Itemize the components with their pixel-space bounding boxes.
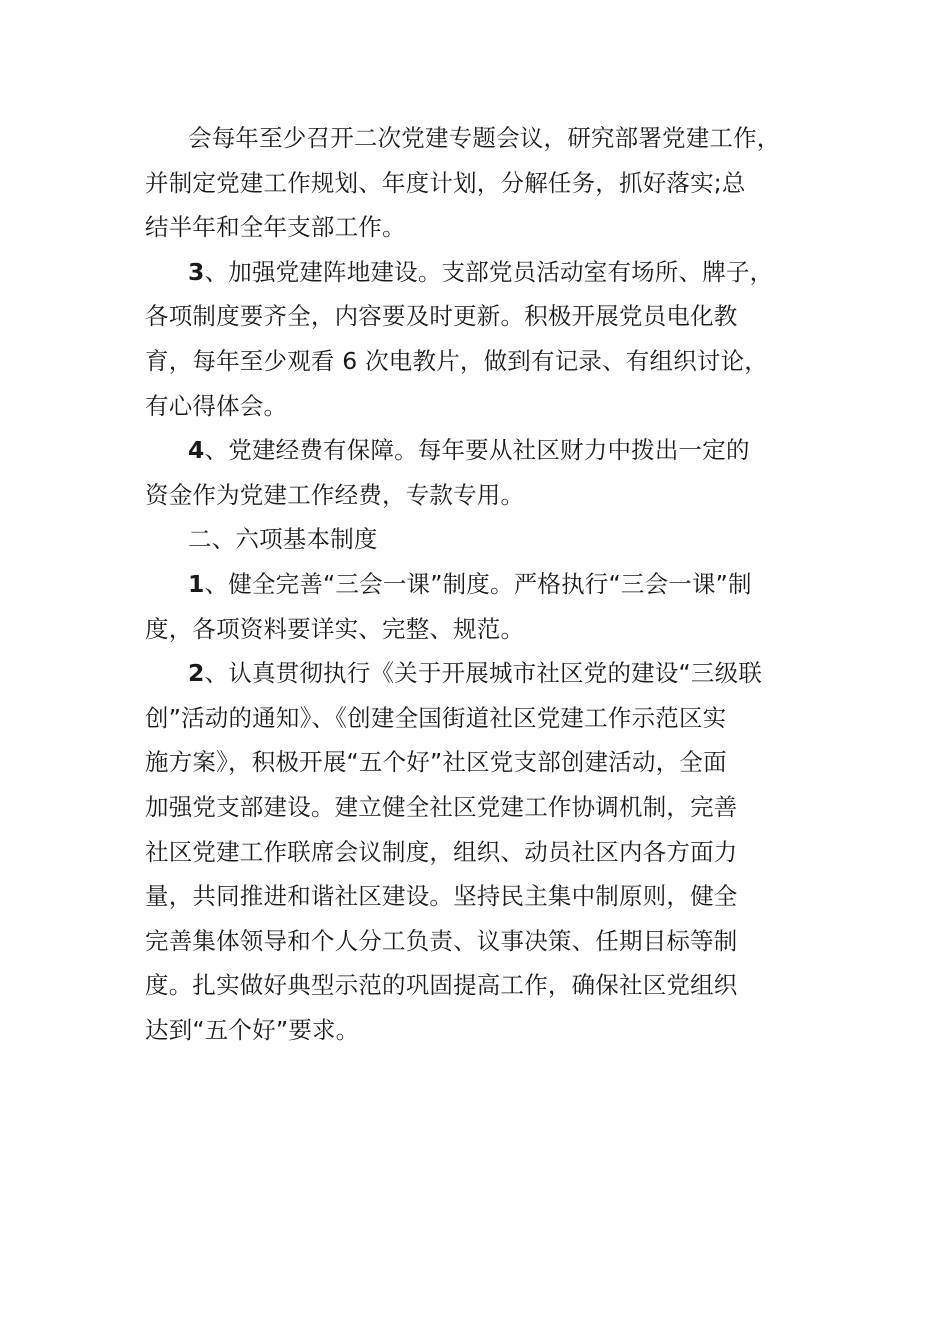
line-text: 施方案》，积极开展“五个好”社区党支部创建活动，全面 — [145, 748, 727, 777]
line-text: 、认真贯彻执行《关于开展城市社区党的建设“三级联 — [204, 659, 763, 688]
line-text: 二、六项基本制度 — [188, 525, 378, 554]
line-text: 、健全完善“三会一课”制度。严格执行“三会一课”制 — [204, 569, 752, 598]
line-text: 度。扎实做好典型示范的巩固提高工作，确保社区党组织 — [145, 971, 738, 1000]
line-text: 有心得体会。 — [145, 391, 288, 420]
text-line — [145, 740, 835, 785]
text-line — [145, 517, 835, 562]
text-line — [145, 607, 835, 652]
item-number: 3 — [188, 257, 205, 286]
item-number: 2 — [188, 659, 205, 688]
text-line — [145, 919, 835, 964]
item-number: 1 — [188, 569, 205, 598]
text-line — [145, 830, 835, 875]
text-line — [145, 428, 835, 473]
line-text: 量，共同推进和谐社区建设。坚持民主集中制原则，健全 — [145, 882, 738, 911]
text-line — [145, 161, 835, 206]
text-line — [145, 339, 835, 384]
line-text: 度，各项资料要详实、完整、规范。 — [145, 614, 525, 643]
text-line — [145, 963, 835, 1008]
text-line — [145, 205, 835, 250]
line-text: 加强党支部建设。建立健全社区党建工作协调机制，完善 — [145, 792, 738, 821]
document-body — [145, 116, 835, 1052]
line-text: 达到“五个好”要求。 — [145, 1015, 360, 1044]
text-line — [145, 562, 835, 607]
line-text: 并制定党建工作规划、年度计划，分解任务，抓好落实;总 — [145, 168, 746, 197]
text-line — [145, 384, 835, 429]
item-number: 4 — [188, 436, 205, 465]
line-text: 会每年至少召开二次党建专题会议，研究部署党建工作， — [188, 124, 781, 152]
line-text: 创”活动的通知》、《创建全国街道社区党建工作示范区实 — [145, 703, 727, 732]
text-line — [145, 250, 835, 295]
text-line — [145, 696, 835, 741]
line-text: 、党建经费有保障。每年要从社区财力中拨出一定的 — [204, 436, 750, 465]
text-line — [145, 473, 835, 518]
line-text: 社区党建工作联席会议制度，组织、动员社区内各方面力 — [145, 837, 738, 866]
line-text: 各项制度要齐全，内容要及时更新。积极开展党员电化教 — [145, 302, 738, 331]
text-line — [145, 651, 835, 696]
text-line — [145, 294, 835, 339]
line-text: 资金作为党建工作经费，专款专用。 — [145, 480, 525, 509]
text-line — [145, 116, 835, 161]
text-line — [145, 874, 835, 919]
line-text: 育，每年至少观看 6 次电教片，做到有记录、有组织讨论， — [145, 346, 768, 375]
text-line — [145, 785, 835, 830]
text-line — [145, 1008, 835, 1053]
line-text: 完善集体领导和个人分工负责、议事决策、任期目标等制 — [145, 926, 738, 955]
line-text: 、加强党建阵地建设。支部党员活动室有场所、牌子， — [204, 257, 774, 286]
line-text: 结半年和全年支部工作。 — [145, 213, 406, 242]
